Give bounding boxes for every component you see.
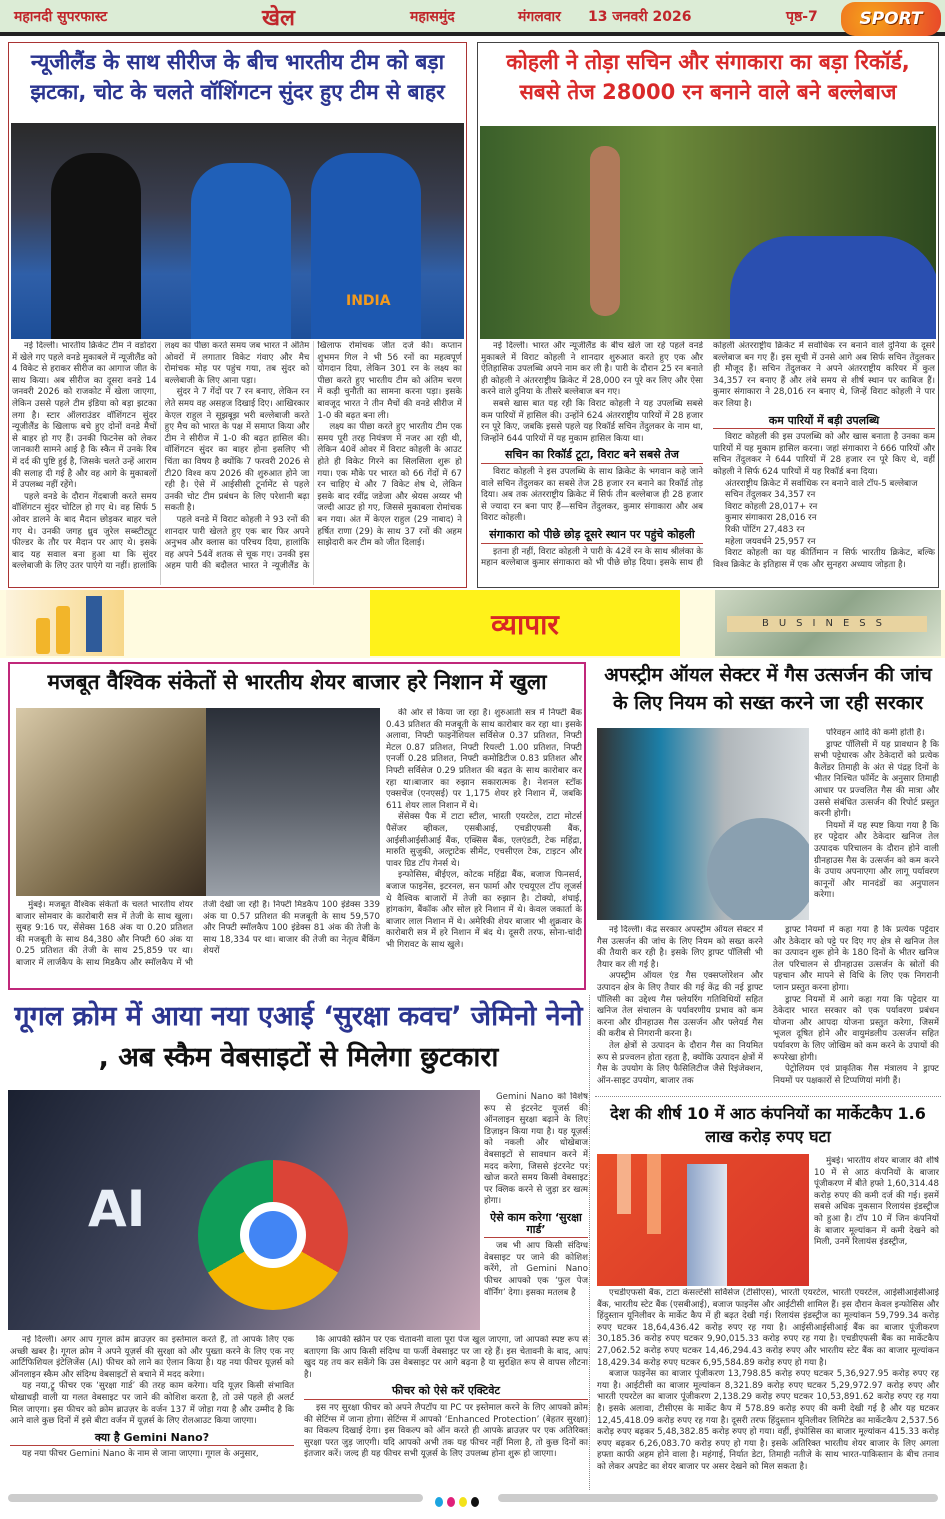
paragraph: पेट्रोलियम एवं प्राकृतिक गैस मंत्रालय ने ड्राफ्ट नियमों पर पक्षकारों से टिप्पणियां मांगी हैं।	[773, 1064, 939, 1086]
paragraph: तेल क्षेत्रों से उत्पादन के दौरान गैस का नियमित रूप से प्रज्वलन होता रहता है, क्योंकि उत्पादन क्षेत्रों में गैस के उपयोग के लिए फैसिलिटीज जैसे रिइंजेक्शन, ऑन-साइट उपयोग, बाजार तक	[597, 1040, 763, 1086]
down-arrow-icon	[617, 1154, 631, 1214]
headline: मजबूत वैश्विक संकेतों से भारतीय शेयर बाजार हरे निशान में खुला	[47, 670, 547, 694]
paragraph: इतना ही नहीं, विराट कोहली ने पारी के 42वें रन के साथ श्रीलंका के महान बल्लेबाज कुमार संगाकारा को भी पीछे छोड़ दिया। इसके साथ ही कोहली अंतरराष्ट्रीय क्रिकेट में सर्वाधिक रन बनाने वाले दुनिया के दूसरे बल्लेबाज बन गए हैं। इस सूची में उनसे आगे अब सिर्फ सचिन तेंदुलकर ही मौजूद हैं। सचिन तेंदुलकर ने अपने अंतरराष्ट्रीय करियर में कुल 34,357 रन बनाए हैं और लंबे समय से शीर्ष स्थान पर काबिज हैं। कुमार संगाकारा ने 28,016 रन बनाए थे, जिन्हें विराट कोहली ने पार कर लिया है।	[481, 341, 935, 569]
city: महासमुंद	[410, 9, 455, 25]
article-side-text	[484, 1092, 588, 1330]
subheading: फीचर को ऐसे करें एक्टिवेट	[304, 1385, 588, 1400]
paragraph: ड्राफ्ट नियमों में कहा गया है कि प्रत्येक पट्टेदार और ठेकेदार को पट्टे पर दिए गए क्षेत्र से खनिज तेल का उत्पादन शुरू होने के 180 दिनों के भीतर खनिज तेल परिचालन से ग्रीनहाउस उत्सर्जन के स्रोतों की पहचान और मापने से विधि के लिए एक निगरानी प्लान प्रस्तुत करना होगा।	[773, 925, 939, 993]
subheading: सचिन का रिकॉर्ड टूटा, विराट बने सबसे तेज	[481, 449, 703, 464]
paragraph: कुमार संगाकारा 28,016 रन	[725, 513, 817, 524]
cricket-players-photo	[11, 123, 464, 339]
paragraph: परिवहन आदि की कमी होती है।	[826, 728, 925, 738]
paragraph: रिकी पोंटिंग 27,483 रन	[725, 524, 805, 535]
article-body	[597, 1288, 939, 1488]
player-silhouette	[51, 153, 141, 339]
paragraph: Gemini Nano को विशेष रूप से इंटरनेट यूजर्स की ऑनलाइन सुरक्षा बढ़ाने के लिए डिज़ाइन किया गया है। यह यूज़र्स को नकली और धोखेबाज वेबसाइटों से सावधान करने में मदद करेगा, जिससे इंटरनेट पर खोज करते समय किसी वेबसाइट पर क्लिक करने से जुड़ा डर खत्म होगा।	[484, 1092, 588, 1207]
ai-text: AI	[88, 1180, 146, 1238]
article-kohli	[477, 42, 939, 588]
paragraph: विराट कोहली की इस उपलब्धि को और खास बनाता है उनका कम पारियों में यह मुकाम हासिल करना। जहां संगाकारा ने 666 पारियों और सचिन तेंदुलकर ने 644 पारियों में 28 हजार रन पूरे किए थे, वहीं कोहली ने सिर्फ 624 पारियों में यह रिकॉर्ड बना दिया।	[713, 432, 935, 477]
article-gemini-nano	[8, 995, 590, 1490]
player-jersey	[730, 236, 936, 339]
player-silhouette	[311, 153, 421, 339]
paragraph: मुंबई। मजबूत वैश्विक संकेतों के चलते भारतीय शेयर बाजार सोमवार के कारोबारी सत्र में तेजी के साथ खुला। सुबह 9:16 पर, सेंसेक्स 168 अंक या 0.20 प्रतिशत की मजबूती के साथ 84,380 और निफ्टी 60 अंक या 0.25 प्रतिशत की तेजी के साथ 25,859 पर था। बाजार में लार्जकैप के साथ मिडकैप और स्मॉलकैप में भी तेजी देखी जा रही है। निफ्टी मिडकैप 100 इंडेक्स 339 अंक या 0.57 प्रतिशत की मजबूती के साथ 59,570 और निफ्टी स्मॉलकैप 100 इंडेक्स 81 अंक की तेजी के साथ 18,334 पर था। बाजार की तेजी का नेतृत्व बैंकिंग शेयरों	[16, 900, 380, 968]
article-side-text	[386, 708, 582, 986]
paragraph: यह नया फीचर Gemini Nano के नाम से जाना जाएगा। गूगल के अनुसार,	[22, 1449, 259, 1460]
subheading: संगाकारा को पीछे छोड़ दूसरे स्थान पर पहुंचे कोहली	[481, 529, 703, 544]
paragraph: लक्ष्य का पीछा करते हुए भारतीय टीम एक समय पूरी तरह नियंत्रण में नजर आ रही थी, लेकिन 40वें ओवर में विराट कोहली के आउट होते ही विकेट गिरने का सिलसिला शुरू हो गया। एक मौके पर भारत को 66 गेंदों में 67 रन चाहिए थे और 7 विकेट शेष थे, लेकिन इसके बाद रवींद्र जडेजा और श्रेयस अय्यर भी जल्दी आउट हो गए, जिससे मुकाबला रोमांचक बन गया। अंत में केएल राहुल (29 नाबाद) ने हर्षित राणा (29) के साथ 37 रनों की अहम साझेदारी कर टीम को जीत दिलाई।	[317, 422, 462, 549]
paragraph: एचडीएफसी बैंक, टाटा कंसल्टेंसी सर्विसेज (टीसीएस), भारती एयरटेल, भारती एयरटेल, आईसीआईसीआई बैंक, भारतीय स्टेट बैंक (एसबीआई), बजाज फाइनेंस और आईटीसी शामिल हैं। इस दौरान केवल इन्फोसिस और हिंदुस्तान यूनिलीवर के मार्केट कैप में ही बढ़त देखी गई। रिलायंस इंडस्ट्रीज का मूल्यांकन 59,799.34 करोड़ रुपए घटकर 18,64,436.42 करोड़ रुपए रह गया है। आईसीआईसीआई बैंक का बाजार पूंजीकरण 30,185.36 करोड़ रुपए घटकर 9,90,015.33 करोड़ रुपए रह गया है। एचडीएफसी बैंक का मार्केटकैप 27,062.52 करोड़ रुपए घटकर 14,46,294.43 करोड़ रुपए और भारतीय स्टेट बैंक का बाजार मूल्यांकन 18,429.34 करोड़ रुपए घटकर 6,95,584.89 करोड़ रुपए हो गया है।	[597, 1288, 939, 1368]
paragraph: महेला जयवर्धने 25,957 रन	[725, 536, 816, 547]
paragraph: विराट कोहली 28,017+ रन	[725, 501, 818, 512]
jersey-text: INDIA	[346, 293, 391, 309]
registration-dots	[433, 1492, 481, 1511]
paragraph: विराट कोहली का यह कीर्तिमान न सिर्फ भारतीय क्रिकेट, बल्कि विश्व क्रिकेट के इतिहास में एक और सुनहरा अध्याय जोड़ता है।	[713, 548, 935, 570]
oil-can-photo	[597, 728, 809, 920]
money-business-photo	[715, 590, 941, 656]
headline: अपस्ट्रीम ऑयल सेक्टर में गैस उत्सर्जन की जांच के लिए नियम को सख्त करने जा रही सरकार	[604, 664, 932, 714]
article-gas-emission	[595, 660, 941, 1097]
paragraph: ड्राफ्ट पॉलिसी में यह प्रावधान है कि सभी पट्टेधारक और ठेकेदारों को प्रत्येक कैलेंडर तिमाही के अंत से पंद्रह दिनों के भीतर निश्चित फॉर्मेट के अनुसार तिमाही आधार पर प्रज्वलित गैस की मात्रा और उससे संबंधित उत्सर्जन की रिपोर्ट प्रस्तुत करनी होगी।	[814, 739, 939, 820]
paragraph: नई दिल्ली। भारत और न्यूजीलैंड के बीच खेले जा रहे पहले वनडे मुकाबले में विराट कोहली ने शानदार शुरुआत करते हुए एक और ऐतिहासिक उपलब्धि अपने नाम कर ली है। पारी के दौरान 25 रन बनाते ही कोहली ने अंतरराष्ट्रीय क्रिकेट में 28,000 रन पूरे कर लिए और ऐसा करने वाले दुनिया के तीसरे बल्लेबाज बन गए।	[481, 341, 703, 398]
paragraph: सबसे खास बात यह रही कि विराट कोहली ने यह उपलब्धि सबसे कम पारियों में हासिल की। उन्होंने 624 अंतरराष्ट्रीय पारियों में 28 हजार रन पूरे किए, जबकि इससे पहले यह रिकॉर्ड सचिन तेंदुलकर के नाम था, जिन्होंने 644 पारियों में यह मुकाम हासिल किया था।	[481, 398, 703, 444]
article-body	[10, 1335, 588, 1485]
headline: न्यूजीलैंड के साथ सीरीज के बीच भारतीय टीम को बड़ा झटका, चोट के चलते वॉशिंगटन सुंदर हुए टीम से बाहर	[30, 50, 445, 105]
headline: कोहली ने तोड़ा सचिन और संगाकारा का बड़ा रिकॉर्ड, सबसे तेज 28000 रन बनाने वाले बने बल्लेबाज	[506, 50, 910, 105]
businessman-figure	[86, 596, 102, 652]
coins-growth-illustration	[6, 590, 124, 656]
paragraph: बजाज फाइनेंस का बाजार पूंजीकरण 13,798.85 करोड़ रुपए घटकर 5,36,927.95 करोड़ रुपए रह गया है। आईटीसी का बाजार मूल्यांकन 8,321.89 करोड़ रुपए घटकर 5,29,972.97 करोड़ रुपए और भारती एयरटेल का बाजार पूंजीकरण 2,138.29 करोड़ रुपए घटकर 10,53,891.62 करोड़ रुपए रह गया है। इसके अलावा, टीसीएस के मार्केट कैप में 578.89 करोड़ रुपए की कमी देखी गई है और यह घटकर 12,45,418.09 करोड़ रुपए रह गया है। दूसरी तरफ हिंदुस्तान यूनिलीवर लिमिटेड का मार्केटकैप 2,537.56 करोड़ रुपए बढ़कर 5,48,382.85 करोड़ रुपए हो गया। वहीं, इंफोसिस का बाजार मूल्यांकन 415.33 करोड़ रुपए बढ़कर 6,26,083.70 करोड़ रुपए हो गया है। इसके अतिरिक्त भारतीय शेयर बाजार के लिए अगला हफ्ता काफी अहम होने वाला है। महंगाई, निर्यात डेटा, तिमाही नतीजे के साथ भारत-पाकिस्तान के बीच तनाव को लेकर अपडेट का शेयर बाजार पर असर देखने को मिल सकता है।	[597, 1369, 939, 1472]
paragraph: पहले वनडे में विराट कोहली ने 93 रनों की शानदार पारी खेलते हुए एक बार फिर अपने अनुभव और क्लास का परिचय दिया, हालांकि वह अपने 54वें शतक से चूक गए। उनकी इस अहम पारी की बदौलत भारत ने न्यूजीलैंड के खिलाफ रोमांचक जीत दर्ज की। कप्तान शुभमन गिल ने भी 56 रनों का महत्वपूर्ण योगदान दिया, लेकिन 301 रन के लक्ष्य का पीछा करते हुए भारतीय टीम को अंतिम चरण में कड़ी चुनौती का सामना करना पड़ा। इसके बावजूद भारत ने तीन मैचों की वनडे सीरीज में 1-0 की बढ़त बना ली।	[164, 341, 462, 572]
article-body	[12, 341, 462, 585]
sport-logo: SPORT	[841, 2, 941, 36]
bse-tower	[687, 1164, 727, 1286]
stock-exchange-illustration	[597, 1154, 809, 1286]
article-marketcap	[595, 1100, 941, 1490]
paragraph: कि आपकी स्क्रीन पर एक चेतावनी वाला पूरा पेज खुल जाएगा, जो आपको स्पष्ट रूप से बताएगा कि आप किसी संदिग्ध या फर्जी वेबसाइट पर जा रहे हैं। इस चेतावनी के बाद, आप खुद यह तय कर सकेंगे कि उस वेबसाइट पर आगे बढ़ना है या सुरक्षित रूप से वापस लौटना है।	[304, 1335, 588, 1380]
article-body	[597, 925, 939, 1093]
paragraph: ड्राफ्ट नियमों में आगे कहा गया कि पट्टेदार या ठेकेदार भारत सरकार को एक पर्यावरण प्रबंधन योजना और आपदा योजना प्रस्तुत करेगा, जिसमें भूजल दूषित होने और वायुमंडलीय उत्सर्जन सहित पर्यावरण के लिए जोखिम को कम करने के उपायों की रूपरेखा होगी।	[773, 994, 939, 1063]
business-tiles: BUSINESS	[727, 616, 927, 632]
headline	[8, 995, 589, 1078]
headline-blue: गूगल क्रोम में आया नया एआई ‘सुरक्षा कवच’ जेमिनो नेनो	[14, 1001, 583, 1032]
article-side-text	[814, 1156, 939, 1286]
chrome-logo-icon	[198, 1160, 348, 1310]
paragraph: की ओर से किया जा रहा है। शुरुआती सत्र में निफ्टी बैंक 0.43 प्रतिशत की मजबूती के साथ कारोबार कर रहा था। इसके अलावा, निफ्टी फाइनेंशियल सर्विसेज 0.37 प्रतिशत, निफ्टी मेटल 0.87 प्रतिशत, निफ्टी रियल्टी 1.00 प्रतिशत, निफ्टी एनर्जी 0.28 प्रतिशत, निफ्टी कमोडिटीज 0.83 प्रतिशत और निफ्टी सर्विसेज 0.29 प्रतिशत की बढ़त के साथ कारोबार कर रहा था।बाजार का रुझान सकारात्मक है। नेशनल स्टॉक एक्सचेंज (एनएसई) पर 1,175 शेयर हरे निशान में, जबकि 611 शेयर लाल निशान में थे।	[386, 708, 582, 811]
article-sundar	[8, 42, 467, 588]
date: 13 जनवरी 2026	[588, 9, 692, 25]
paragraph: मुंबई। भारतीय शेयर बाजार की शीर्ष 10 में से आठ कंपनियों के बाजार पूंजीकरण में बीते हफ्ते 1,60,314.48 करोड़ रुपए की कमी दर्ज की गई। इसमें सबसे अधिक नुकसान रिलायंस इंडस्ट्रीज को हुआ है। टॉप 10 में जिन कंपनियों के बाजार मूल्यांकन में कमी देखने को मिली, उनमें रिलायंस इंडस्ट्रीज,	[814, 1156, 939, 1248]
ai-chrome-illustration	[8, 1090, 480, 1330]
article-body	[481, 341, 935, 585]
paragraph: नई दिल्ली। केंद्र सरकार अपस्ट्रीम ऑयल सेक्टर में गैस उत्सर्जन की जांच के लिए नियम को सख्त करने की तैयारी कर रही है। इसके लिए ड्राफ्ट पॉलिसी भी तैयार कर ली गई है।	[597, 925, 763, 970]
coin-stack	[56, 606, 70, 654]
down-arrow-icon	[647, 1154, 661, 1234]
article-side-text	[814, 728, 939, 923]
paragraph: अंतरराष्ट्रीय क्रिकेट में सर्वाधिक रन बनाने वाले टॉप-5 बल्लेबाज	[725, 478, 918, 489]
headline: देश की शीर्ष 10 में आठ कंपनियों का मार्केटकैप 1.6 लाख करोड़ रुपए घटा	[610, 1104, 926, 1147]
masthead	[0, 0, 945, 36]
bull-illustration	[16, 708, 206, 896]
paragraph: नियमों में यह स्पष्ट किया गया है कि हर पट्टेदार और ठेकेदार खनिज तेल उत्पादक परिचालन के दौरान होने वाली ग्रीनहाउस गैस के उत्सर्जन को कम करने के उपाय अपनाएगा और लागू पर्यावरण कानूनों और मानदंडों का अनुपालन करेगा।	[814, 820, 939, 901]
coin-stack	[36, 618, 50, 654]
subheading: ऐसे काम करेगा ‘सुरक्षा गार्ड’	[484, 1212, 588, 1238]
business-banner	[0, 590, 945, 658]
subheading: कम पारियों में बड़ी उपलब्धि	[713, 415, 935, 430]
section-title-business: व्यापार	[370, 590, 680, 656]
kohli-photo	[480, 126, 936, 339]
paragraph: सचिन तेंदुलकर 34,357 रन	[725, 490, 816, 501]
page-number: पृष्ठ-7	[786, 9, 818, 25]
paragraph: अपस्ट्रीम ऑयल एंड गैस एक्सप्लोरेशन और उत्पादन क्षेत्र के लिए तैयार की गई केंद्र की नई ड्राफ्ट पॉलिसी का उद्देश्य गैस फ्लेयरिंग गतिविधियों सहित खनिज तेल संचालन के पर्यावरणीय प्रभाव को कम करना और ग्रीनहाउस गैस उत्सर्जन और फ्लेयर्ड गैस की करीब से निगरानी करना है।	[597, 971, 763, 1040]
paragraph: जब भी आप किसी संदिग्ध वेबसाइट पर जाने की कोशिश करेंगे, तो Gemini Nano फीचर आपको एक ‘फुल पेज वॉर्निंग’ देगा। इसका मतलब है	[484, 1241, 588, 1298]
paragraph: इस नए सुरक्षा फीचर को अपने लैपटॉप या PC पर इस्तेमाल करने के लिए आपको क्रोम की सेटिंग्स में जाना होगा। सेटिंग्स में आपको ‘Enhanced Protection’ (बेहतर सुरक्षा) का विकल्प दिखाई देगा। इस विकल्प को ऑन करते ही आपके ब्राउज़र पर एक अतिरिक्त सुरक्षा परत जुड़ जाएगी। यदि आपको अभी तक यह फीचर नहीं मिला है, तो कुछ दिनों का इंतजार करें। जल्द ही यह फीचर सभी यूज़र्स के लिए उपलब्ध होना शुरू हो जाएगा।	[304, 1402, 588, 1460]
article-share-market	[8, 662, 586, 990]
article-body	[16, 900, 380, 986]
day: मंगलवार	[518, 9, 561, 25]
officials-group-photo	[206, 708, 380, 896]
headline-black: , अब स्कैम वेबसाइटों से मिलेगा छुटकारा	[98, 1041, 499, 1073]
footer-bar	[8, 1492, 938, 1504]
paragraph: सुंदर ने 7 गेंदों पर 7 रन बनाए, लेकिन रन लेते समय वह असहज दिखाई दिए। आखिरकार केएल राहुल ने सूझबूझ भरी बल्लेबाजी करते हुए मैच को भारत के पक्ष में समाप्त किया और टीम ने सीरीज में 1-0 की बढ़त हासिल की। वॉशिंगटन सुंदर का बाहर होना इसलिए भी चिंता का विषय है क्योंकि 7 फरवरी 2026 से टी20 विश्व कप 2026 की शुरुआत होने जा रही है। ऐसे में आईसीसी टूर्नामेंट से पहले उनकी चोट टीम प्रबंधन के लिए परेशानी बढ़ा सकती है।	[164, 387, 310, 514]
subheading: क्या है Gemini Nano?	[10, 1432, 294, 1447]
paragraph: यह नया,ट्रू फीचर एक ‘सुरक्षा गार्ड’ की तरह काम करेगा। यदि यूज़र किसी संभावित धोखाधड़ी वाली या गलत वेबसाइट पर जाने की कोशिश करता है, तो उसे पहले ही अलर्ट मिल जाएगा। इस फीचर को क्रोम ब्राउज़र के वर्जन 137 में जोड़ा गया है और उम्मीद है कि आने वाले कुछ दिनों में इसे बीटा वर्जन में यूज़र्स के लिए रोलआउट किया जाएगा।	[10, 1381, 294, 1427]
paragraph: सेंसेक्स पैक में टाटा स्टील, भारती एयरटेल, टाटा मोटर्स पैसेंजर व्हीकल, एसबीआई, एचडीएफसी बैंक, आईसीआईसीआई बैंक, एक्सिस बैंक, एलएंडटी, टेक महिंद्रा, मारुति सुजुकी, अल्ट्राटेक सीमेंट, एचसीएल टेक, टाइटन और पावर ग्रिड टॉप गेनर्स थे।	[386, 812, 582, 869]
player-silhouette	[191, 163, 291, 339]
paragraph: नई दिल्ली। भारतीय क्रिकेट टीम ने वडोदरा में खेले गए पहले वनडे मुकाबले में न्यूजीलैंड को 4 विकेट से हराकर सीरीज का आगाज जीत के साथ किया। अब सीरीज का दूसरा वनडे 14 जनवरी 2026 को राजकोट में खेला जाएगा, लेकिन उससे पहले टीम इंडिया को बड़ा झटका लगा है। स्टार ऑलराउंडर वॉशिंगटन सुंदर न्यूजीलैंड के खिलाफ बचे हुए दोनों वनडे मैचों से बाहर हो गए हैं। उनकी फिटनेस को लेकर जानकारी सामने आई है कि स्कैन में उनके रिब में दर्द की पुष्टि हुई है, जिसके चलते उन्हें आराम की सलाह दी गई है और वह आगे के मुकाबलों में उपलब्ध नहीं रहेंगे।	[12, 341, 157, 491]
paper-name: महानदी सुपरफास्ट	[14, 9, 108, 25]
paragraph: इन्फोसिस, बीईएल, कोटक महिंद्रा बैंक, बजाज फिनसर्व, बजाज फाइनेंस, इटरनल, सन फार्मा और एचयूएल टॉप लूजर्स थे वैश्विक बाजारों में तेजी का रुझान है। टोक्यो, शंघाई, हांगकांग, बैंकॉक और सोल हरे निशान में थे। केवल जकार्ता के बाजार लाल निशान में थे। अमेरिकी शेयर बाजार भी शुक्रवार के कारोबारी सत्र में हरे निशान में बंद थे। दूसरी तरफ, सोना-चांदी भी गिरावट के साथ खुले।	[386, 870, 582, 950]
raised-arm	[590, 146, 620, 316]
oil-drum	[707, 818, 809, 920]
paragraph: विराट कोहली ने इस उपलब्धि के साथ क्रिकेट के भगवान कहे जाने वाले सचिन तेंदुलकर का सबसे तेज 28 हजार रन बनाने का रिकॉर्ड तोड़ दिया। अब तक अंतरराष्ट्रीय क्रिकेट में सिर्फ तीन बल्लेबाज ही 28 हजार से ज्यादा रन बना पाए हैं—सचिन तेंदुलकर, कुमार संगाकारा और अब विराट कोहली।	[481, 466, 703, 524]
section-title: खेल	[262, 6, 295, 31]
paragraph: पहले वनडे के दौरान गेंदबाजी करते समय वॉशिंगटन सुंदर चोटिल हो गए थे। वह सिर्फ 5 ओवर डालने के बाद मैदान छोड़कर बाहर चले गए थे। उनकी जगह ध्रुव जुरेल सब्स्टीट्यूट फील्डर के तौर पर मैदान पर आए थे। इसके बाद यह सवाल बना हुआ था कि सुंदर बल्लेबाजी के लिए उतर पाएंगे या नहीं। हालांकि लक्ष्य का पीछा करते समय जब भारत ने अंतिम ओवरों में लगातार विकेट गंवाए और मैच रोमांचक मोड़ पर पहुंच गया, तब सुंदर को बल्लेबाजी के लिए आना पड़ा।	[12, 341, 310, 572]
paragraph: नई दिल्ली। अगर आप गूगल क्रोम ब्राउज़र का इस्तेमाल करते हैं, तो आपके लिए एक अच्छी खबर है। गूगल क्रोम ने अपने यूज़र्स की सुरक्षा को और पुख्ता करने के लिए एक नए आर्टिफिशियल इंटेलिजेंस (AI) फीचर को लाने का ऐलान किया है। यह नया फीचर यूज़र्स को ऑनलाइन स्कैम और संदिग्ध वेबसाइटों से बचाने में मदद करेगा।	[10, 1335, 294, 1380]
market-photo	[16, 708, 380, 896]
